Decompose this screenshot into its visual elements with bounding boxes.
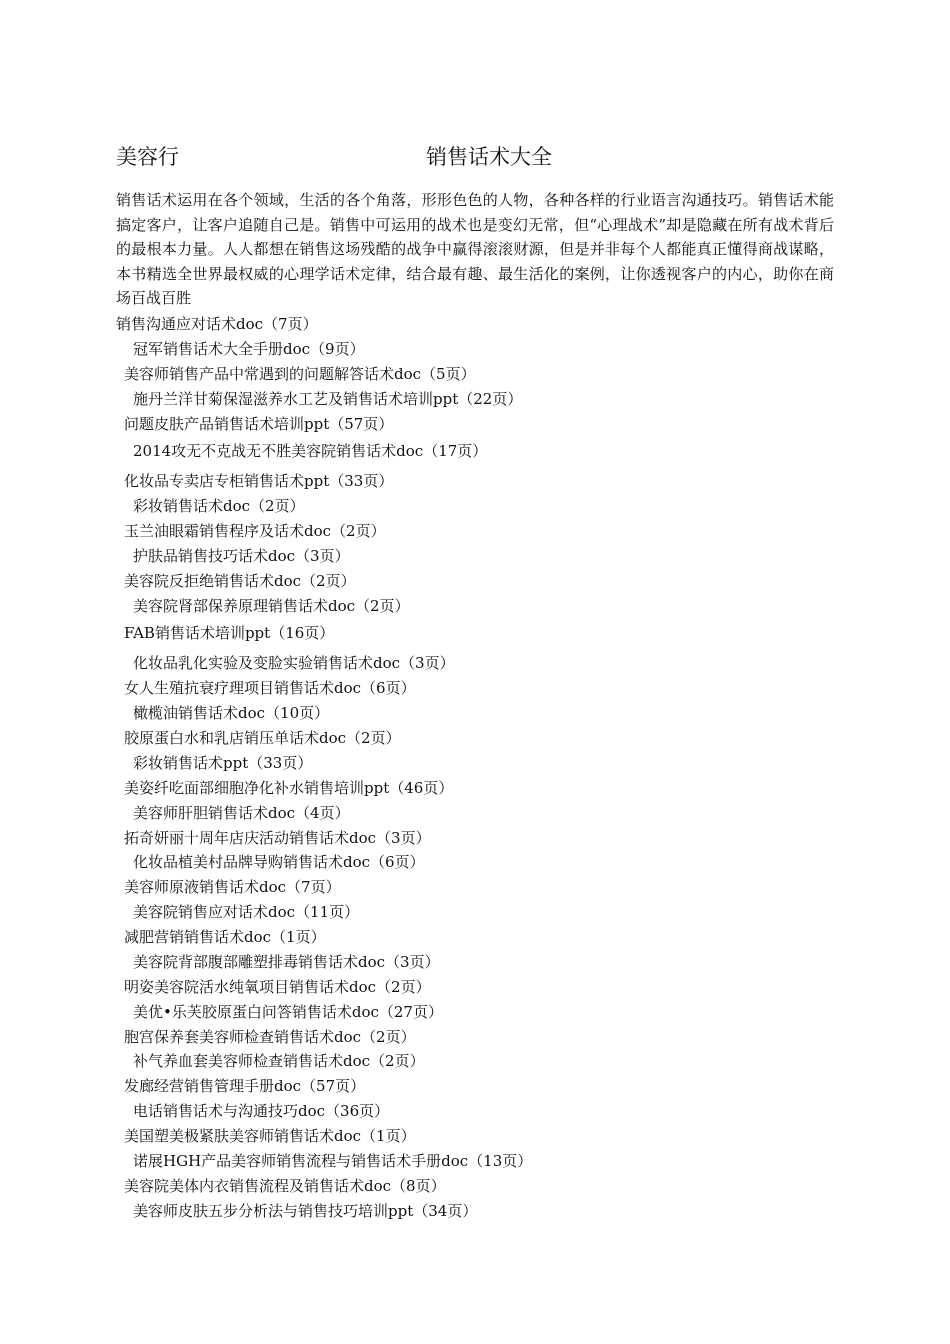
list-item: 减肥营销销售话术doc（1页） — [124, 928, 326, 946]
list-item: 补气养血套美容师检查销售话术doc（2页） — [133, 1052, 425, 1070]
list-item: 美容师肝胆销售话术doc（4页） — [133, 804, 350, 822]
list-item: 胶原蛋白水和乳店销压单话术doc（2页） — [124, 729, 401, 747]
list-item: 明姿美容院活水纯氧项目销售话术doc（2页） — [124, 978, 431, 996]
list-item: 施丹兰洋甘菊保湿滋养水工艺及销售话术培训ppt（22页） — [133, 390, 523, 408]
list-item: 女人生殖抗衰疗理项目销售话术doc（6页） — [124, 679, 416, 697]
list-item: 发廊经营销售管理手册doc（57页） — [124, 1077, 366, 1095]
list-item: 电话销售话术与沟通技巧doc（36页） — [133, 1102, 390, 1120]
list-item: 化妆品乳化实验及变脸实验销售话术doc（3页） — [133, 654, 455, 672]
list-item: 美容师销售产品中常遇到的问题解答话术doc（5页） — [124, 365, 476, 383]
list-item: 美容院反拒绝销售话术doc（2页） — [124, 572, 356, 590]
list-item: 化妆品专卖店专柜销售话术ppt（33页） — [124, 472, 394, 490]
doc-title-left: 美容行 — [116, 145, 179, 169]
list-item: 拓奇妍丽十周年店庆活动销售话术doc（3页） — [124, 829, 431, 847]
list-item: 销售沟通应对话术doc（7页） — [116, 315, 318, 333]
list-item: 美国塑美极紧肤美容师销售话术doc（1页） — [124, 1127, 416, 1145]
list-item: FAB销售话术培训ppt（16页） — [124, 624, 335, 642]
list-item: 护肤品销售技巧话术doc（3页） — [133, 547, 350, 565]
intro-paragraph: 销售话术运用在各个领域，生活的各个角落，形形色色的人物，各种各样的行业语言沟通技巧。销售话术能搞定客户，让客户追随自己是。销售中可运用的战术也是变幻无常，但“心理战术”却是隐藏在所有战术背后的最根本力量。人人都想在销售这场残酷的战争中赢得滚滚财源，但是并非每个人都能真正懂得商战谋略，本书精选全世界最权威的心理学话术定律，结合最有趣、最生活化的案例，让你透视客户的内心，助你在商场百战百胜 — [116, 191, 834, 308]
list-item: 化妆品植美村品牌导购销售话术doc（6页） — [133, 853, 425, 871]
doc-title-right: 销售话术大全 — [426, 145, 552, 169]
list-item: 玉兰油眼霜销售程序及话术doc（2页） — [124, 522, 386, 540]
list-item: 美容师皮肤五步分析法与销售技巧培训ppt（34页） — [133, 1202, 478, 1220]
list-item: 冠军销售话术大全手册doc（9页） — [133, 340, 365, 358]
list-item: 美优•乐芙胶原蛋白问答销售话术doc（27页） — [133, 1003, 443, 1021]
list-item: 诺展HGH产品美容师销售流程与销售话术手册doc（13页） — [133, 1152, 533, 1170]
list-item: 问题皮肤产品销售话术培训ppt（57页） — [124, 415, 394, 433]
list-item: 橄榄油销售话术doc（10页） — [133, 704, 330, 722]
list-item: 2014攻无不克战无不胜美容院销售话术doc（17页） — [133, 442, 488, 460]
list-item: 美容院美体内衣销售流程及销售话术doc（8页） — [124, 1177, 446, 1195]
list-item: 美容院销售应对话术doc（11页） — [133, 903, 360, 921]
list-item: 美容院肾部保养原理销售话术doc（2页） — [133, 597, 410, 615]
list-item: 彩妆销售话术doc（2页） — [133, 497, 305, 515]
list-item: 彩妆销售话术ppt（33页） — [133, 754, 313, 772]
list-item: 美姿纤吃面部细胞净化补水销售培训ppt（46页） — [124, 779, 454, 797]
list-item: 美容师原液销售话术doc（7页） — [124, 878, 341, 896]
list-item: 胞宫保养套美容师检查销售话术doc（2页） — [124, 1028, 416, 1046]
list-item: 美容院背部腹部雕塑排毒销售话术doc（3页） — [133, 953, 440, 971]
